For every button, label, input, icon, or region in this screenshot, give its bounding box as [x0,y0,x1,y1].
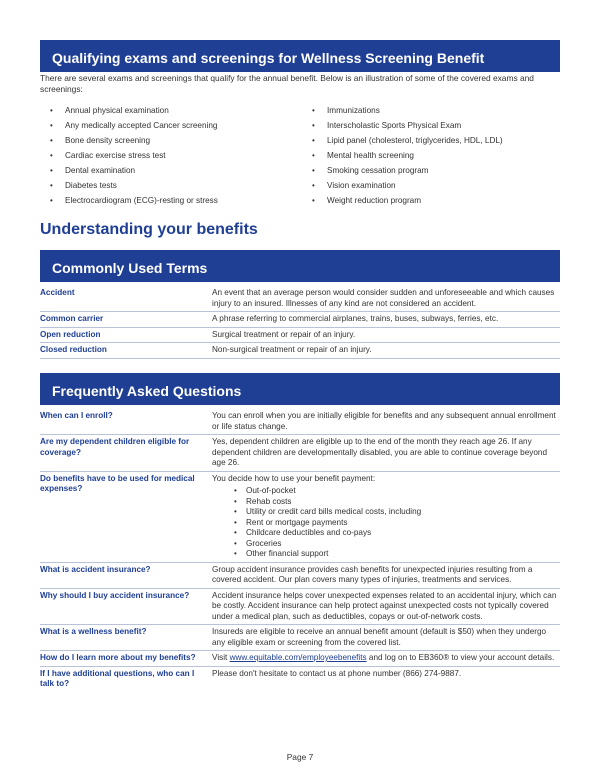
table-row [40,625,560,651]
faq-question: Why should I buy accident insurance? [40,590,190,600]
page-heading: Understanding your benefits [40,221,258,238]
term-definition: An event that an average person would consider sudden and unforeseeable and which causes injury to an insured. Illnesses of any kind are not considered an accident. [212,288,555,308]
list-item: • Bone density screening [40,133,218,148]
table-row [40,286,560,312]
list-item: • Out-of-pocket [212,486,560,497]
faq-answer [212,653,560,664]
term-definition: Surgical treatment or repair of an injury. [212,329,356,339]
list-item: • Any medically accepted Cancer screening [40,118,218,133]
faq-answer-block [212,474,560,560]
faq-question: What is a wellness benefit? [40,627,147,636]
employee-benefits-link[interactable]: www.equitable.com/employeebenefits [229,653,367,662]
table-row [40,409,560,435]
table-row [40,328,560,344]
faq-question: How do I learn more about my benefits? [40,653,196,662]
faq-answer: You decide how to use your benefit payment: [212,473,376,483]
faq-question: Are my dependent children eligible for coverage? [40,437,190,457]
wellness-list-right [302,103,503,208]
list-item: • Weight reduction program [302,193,503,208]
list-item: • Electrocardiogram (ECG)-resting or stress [40,193,218,208]
faq-answer: Insureds are eligible to receive an annual benefit amount (default is $50) when they undergo any eligible exam or screening from the covered list. [212,627,547,647]
term-label: Closed reduction [40,345,107,354]
table-row [40,589,560,626]
table-row [40,343,560,359]
wellness-intro: There are several exams and screenings that qualify for the annual benefit. Below is an illustration of some of the covered exams and screenings: [40,73,534,94]
list-item: • Rehab costs [212,497,560,508]
list-item: • Lipid panel (cholesterol, triglycerides, HDL, LDL) [302,133,503,148]
terms-section-title [40,250,560,282]
faq-answer: Please don't hesitate to contact us at phone number (866) 274-9887. [212,668,462,678]
term-definition: Non-surgical treatment or repair of an injury. [212,345,372,354]
table-row [40,472,560,563]
list-item: • Utility or credit card bills medical costs, including [212,507,560,518]
list-item: • Interscholastic Sports Physical Exam [302,118,503,133]
faq-answer: You can enroll when you are initially eligible for benefits and any subsequent annual enrollment or life status change. [212,411,556,431]
faq-section-title [40,373,560,405]
list-item: • Cardiac exercise stress test [40,148,218,163]
terms-table [40,286,560,359]
list-item: • Smoking cessation program [302,163,503,178]
list-item: • Immunizations [302,103,503,118]
benefit-uses-list [212,486,560,560]
list-item: • Mental health screening [302,148,503,163]
list-item: • Rent or mortgage payments [212,518,560,529]
list-item: • Annual physical examination [40,103,218,118]
wellness-title-text: Qualifying exams and screenings for Wellness Screening Benefit [52,50,485,66]
faq-question: What is accident insurance? [40,564,151,574]
faq-title-text: Frequently Asked Questions [52,383,242,399]
terms-title-text: Commonly Used Terms [52,260,208,276]
answer-text-post: and log on to EB360® to view your account details. [366,653,555,662]
faq-answer: Group accident insurance provides cash benefits for unexpected injuries resulting from a covered accident. Our plan covers many types of injuries, treatments and services. [212,564,533,584]
answer-text-pre: Visit [212,653,230,662]
faq-answer: Accident insurance helps cover unexpected expenses related to an accidental injury, which can be costly. Accident insurance can help protect against unexpected costs not typically covered under a medical plan, such as deductibles, copays or out-of-network costs. [212,590,557,621]
list-item: • Childcare deductibles and co-pays [212,528,560,539]
faq-question: Do benefits have to be used for medical expenses? [40,473,195,493]
term-definition: A phrase referring to commercial airplanes, trains, buses, subways, ferries, etc. [212,314,499,323]
table-row [40,563,560,589]
faq-question: When can I enroll? [40,411,113,420]
faq-table [40,409,560,692]
faq-question: If I have additional questions, who can I talk to? [40,668,195,688]
term-label: Open reduction [40,329,101,339]
table-row [40,312,560,328]
list-item: • Vision examination [302,178,503,193]
page-number: Page 7 [286,752,314,762]
list-item: • Diabetes tests [40,178,218,193]
term-label: Common carrier [40,314,104,323]
table-row [40,667,560,692]
list-item: • Dental examination [40,163,218,178]
faq-answer: Yes, dependent children are eligible up to the end of the month they reach age 26. If any dependent children are developmentally disabled, you are able to continue coverage beyond age 26. [212,437,548,467]
list-item: • Other financial support [212,549,560,560]
wellness-list-left [40,103,218,208]
list-item: • Groceries [212,539,560,550]
term-label: Accident [40,288,75,297]
table-row [40,651,560,667]
wellness-section-title [40,40,560,72]
table-row [40,435,560,472]
